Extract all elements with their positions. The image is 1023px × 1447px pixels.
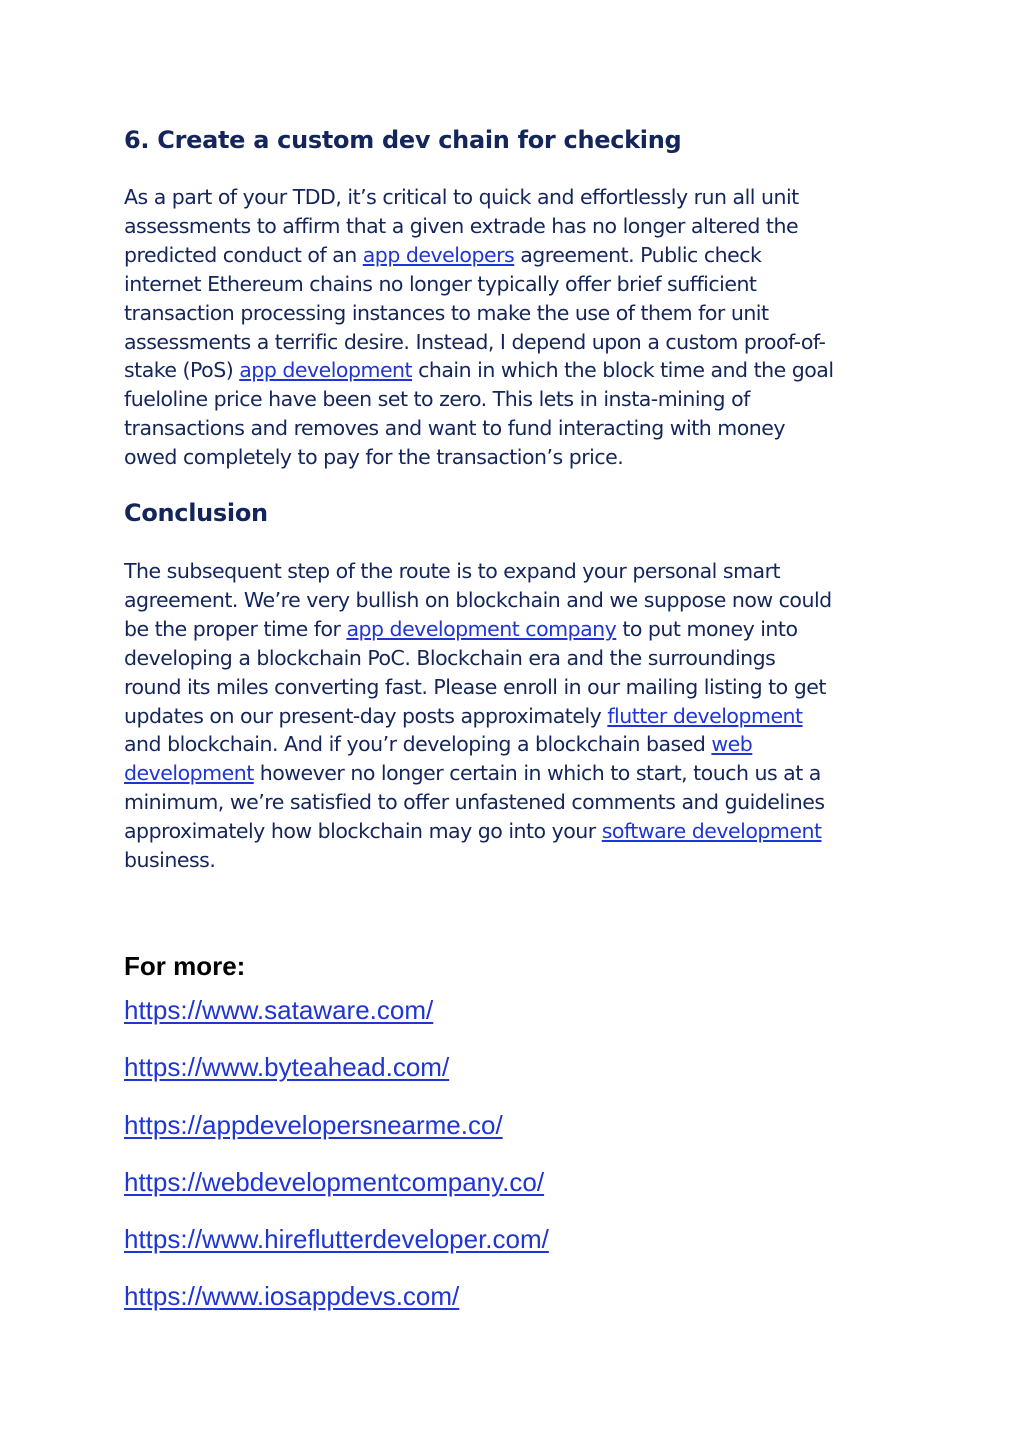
text-run: chain in which the block time and the goal	[412, 358, 834, 383]
text-run: updates on our present-day posts approximately	[124, 703, 608, 728]
text-run: agreement. We’re very bullish on blockchain and we suppose now could	[124, 587, 832, 612]
text-line	[124, 385, 899, 414]
list-item	[124, 1052, 549, 1109]
text-line	[124, 788, 899, 817]
list-item	[124, 1167, 549, 1224]
inline-link[interactable]: software development	[601, 819, 822, 844]
text-run: minimum, we’re satisfied to offer unfastened comments and guidelines	[124, 790, 825, 815]
iosappdevs-link[interactable]: https://www.iosappdevs.com/	[124, 1281, 460, 1312]
text-line	[124, 443, 899, 472]
section-heading-custom-dev-chain: 6. Create a custom dev chain for checking	[124, 126, 682, 154]
inline-link[interactable]: web	[711, 732, 753, 757]
text-run: and blockchain. And if you’r developing a blockchain based	[124, 732, 712, 757]
text-line	[124, 241, 899, 270]
text-run: round its miles converting fast. Please enroll in our mailing listing to get	[124, 674, 826, 699]
text-line	[124, 328, 899, 357]
text-line	[124, 730, 899, 759]
for-more-link-list	[124, 995, 549, 1339]
text-line	[124, 299, 899, 328]
text-line	[124, 817, 899, 846]
text-line	[124, 183, 899, 212]
text-run: be the proper time for	[124, 616, 347, 641]
inline-link[interactable]: app development	[239, 358, 413, 383]
inline-link[interactable]: app developers	[362, 242, 515, 267]
text-line	[124, 212, 899, 241]
text-run: assessments to affirm that a given extrade has no longer altered the	[124, 213, 799, 238]
text-run: assessments a terrific desire. Instead, I depend upon a custom proof-of-	[124, 329, 826, 354]
text-run: transactions and removes and want to fund interacting with money	[124, 416, 786, 441]
hireflutterdeveloper-link[interactable]: https://www.hireflutterdeveloper.com/	[124, 1224, 549, 1255]
text-line	[124, 270, 899, 299]
text-run: transaction processing instances to make the use of them for unit	[124, 300, 769, 325]
text-run: agreement. Public check	[514, 242, 762, 267]
section-heading-conclusion: Conclusion	[124, 499, 268, 527]
list-item	[124, 1110, 549, 1167]
for-more-title: For more:	[124, 951, 246, 981]
inline-link[interactable]: app development company	[346, 616, 617, 641]
text-run: internet Ethereum chains no longer typically offer brief sufficient	[124, 271, 757, 296]
list-item	[124, 1224, 549, 1281]
webdevelopmentcompany-link[interactable]: https://webdevelopmentcompany.co/	[124, 1166, 545, 1197]
text-run: owed completely to pay for the transaction’s price.	[124, 445, 624, 470]
text-line	[124, 702, 899, 731]
text-line	[124, 557, 899, 586]
text-line	[124, 644, 899, 673]
text-line	[124, 414, 899, 443]
text-run: business.	[124, 848, 216, 873]
conclusion-paragraph	[124, 557, 899, 875]
sataware-link[interactable]: https://www.sataware.com/	[124, 995, 434, 1025]
text-run: approximately how blockchain may go into your	[124, 819, 602, 844]
inline-link[interactable]: development	[124, 761, 254, 786]
text-run: however no longer certain in which to start, touch us at a	[253, 761, 821, 786]
list-item	[124, 1281, 549, 1338]
inline-link[interactable]: flutter development	[607, 703, 803, 728]
byteahead-link[interactable]: https://www.byteahead.com/	[124, 1052, 450, 1083]
text-line	[124, 356, 899, 385]
text-run: stake (PoS)	[124, 358, 240, 383]
text-run: developing a blockchain PoC. Blockchain era and the surroundings	[124, 645, 776, 670]
text-run: predicted conduct of an	[124, 242, 363, 267]
text-line	[124, 586, 899, 615]
text-run: fueloline price have been set to zero. This lets in insta-mining of	[124, 387, 750, 412]
text-line	[124, 759, 899, 788]
text-run: As a part of your TDD, it’s critical to quick and effortlessly run all unit	[124, 185, 799, 209]
text-line	[124, 615, 899, 644]
text-line	[124, 673, 899, 702]
text-line	[124, 846, 899, 875]
text-run: to put money into	[616, 616, 798, 641]
appdevelopersnearme-link[interactable]: https://appdevelopersnearme.co/	[124, 1109, 503, 1140]
section-paragraph-custom-dev-chain	[124, 183, 899, 472]
text-run: The subsequent step of the route is to expand your personal smart	[124, 559, 781, 583]
list-item	[124, 995, 549, 1052]
